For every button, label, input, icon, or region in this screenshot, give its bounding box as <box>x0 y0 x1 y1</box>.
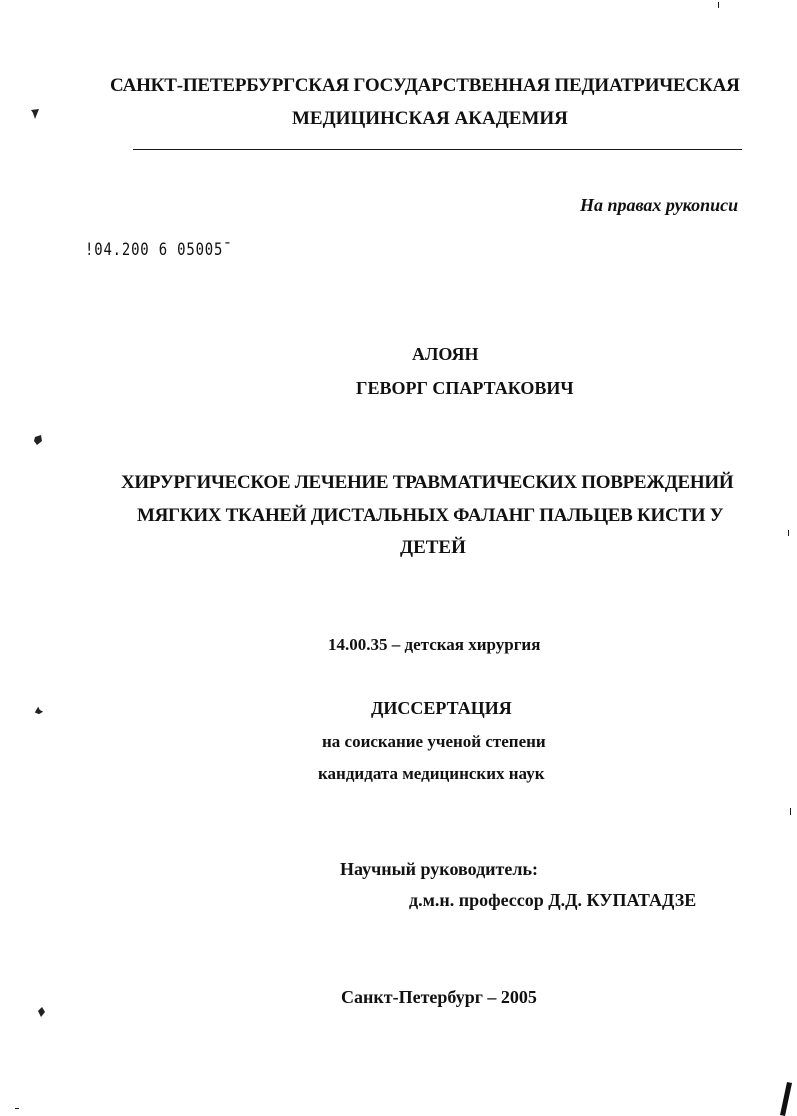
stamp-number: 04.200 6 05005 <box>94 240 224 260</box>
binding-hole-mark <box>34 704 44 716</box>
binding-hole-mark <box>30 108 40 120</box>
institution-name-line1: САНКТ-ПЕТЕРБУРГСКАЯ ГОСУДАРСТВЕННАЯ ПЕДИАТРИЧЕСКАЯ <box>110 75 740 96</box>
stamp-prefix-mark: ! <box>85 240 95 260</box>
binding-hole-mark <box>33 434 43 446</box>
institution-name-line2: МЕДИЦИНСКАЯ АКАДЕМИЯ <box>292 108 568 129</box>
stamp-suffix-mark: ˉ <box>223 240 233 260</box>
supervisor-name: д.м.н. профессор Д.Д. КУПАТАДЗЕ <box>409 890 697 910</box>
binding-hole-mark <box>36 1006 46 1018</box>
scan-speck <box>790 808 791 815</box>
dissertation-title-line3: ДЕТЕЙ <box>400 537 466 558</box>
dissertation-title-line1: ХИРУРГИЧЕСКОЕ ЛЕЧЕНИЕ ТРАВМАТИЧЕСКИХ ПОВРЕЖДЕНИЙ <box>121 472 734 493</box>
degree-line2: кандидата медицинских наук <box>318 764 545 783</box>
supervisor-label: Научный руководитель: <box>340 859 538 879</box>
degree-line1: на соискание ученой степени <box>322 732 546 751</box>
author-given-names: ГЕВОРГ СПАРТАКОВИЧ <box>356 378 574 398</box>
scan-speck <box>788 530 789 536</box>
scan-speck <box>718 2 719 8</box>
manuscript-note: На правах рукописи <box>580 195 739 215</box>
header-divider <box>133 149 742 150</box>
scan-stroke-mark <box>778 1082 794 1116</box>
scan-speck <box>15 1108 19 1109</box>
dissertation-title-line2: МЯГКИХ ТКАНЕЙ ДИСТАЛЬНЫХ ФАЛАНГ ПАЛЬЦЕВ КИСТИ У <box>137 505 724 526</box>
specialty-code: 14.00.35 – детская хирургия <box>328 635 541 654</box>
registration-stamp <box>85 240 232 260</box>
place-year: Санкт-Петербург – 2005 <box>341 987 537 1007</box>
dissertation-heading: ДИССЕРТАЦИЯ <box>371 698 512 718</box>
author-surname: АЛОЯН <box>412 344 479 364</box>
